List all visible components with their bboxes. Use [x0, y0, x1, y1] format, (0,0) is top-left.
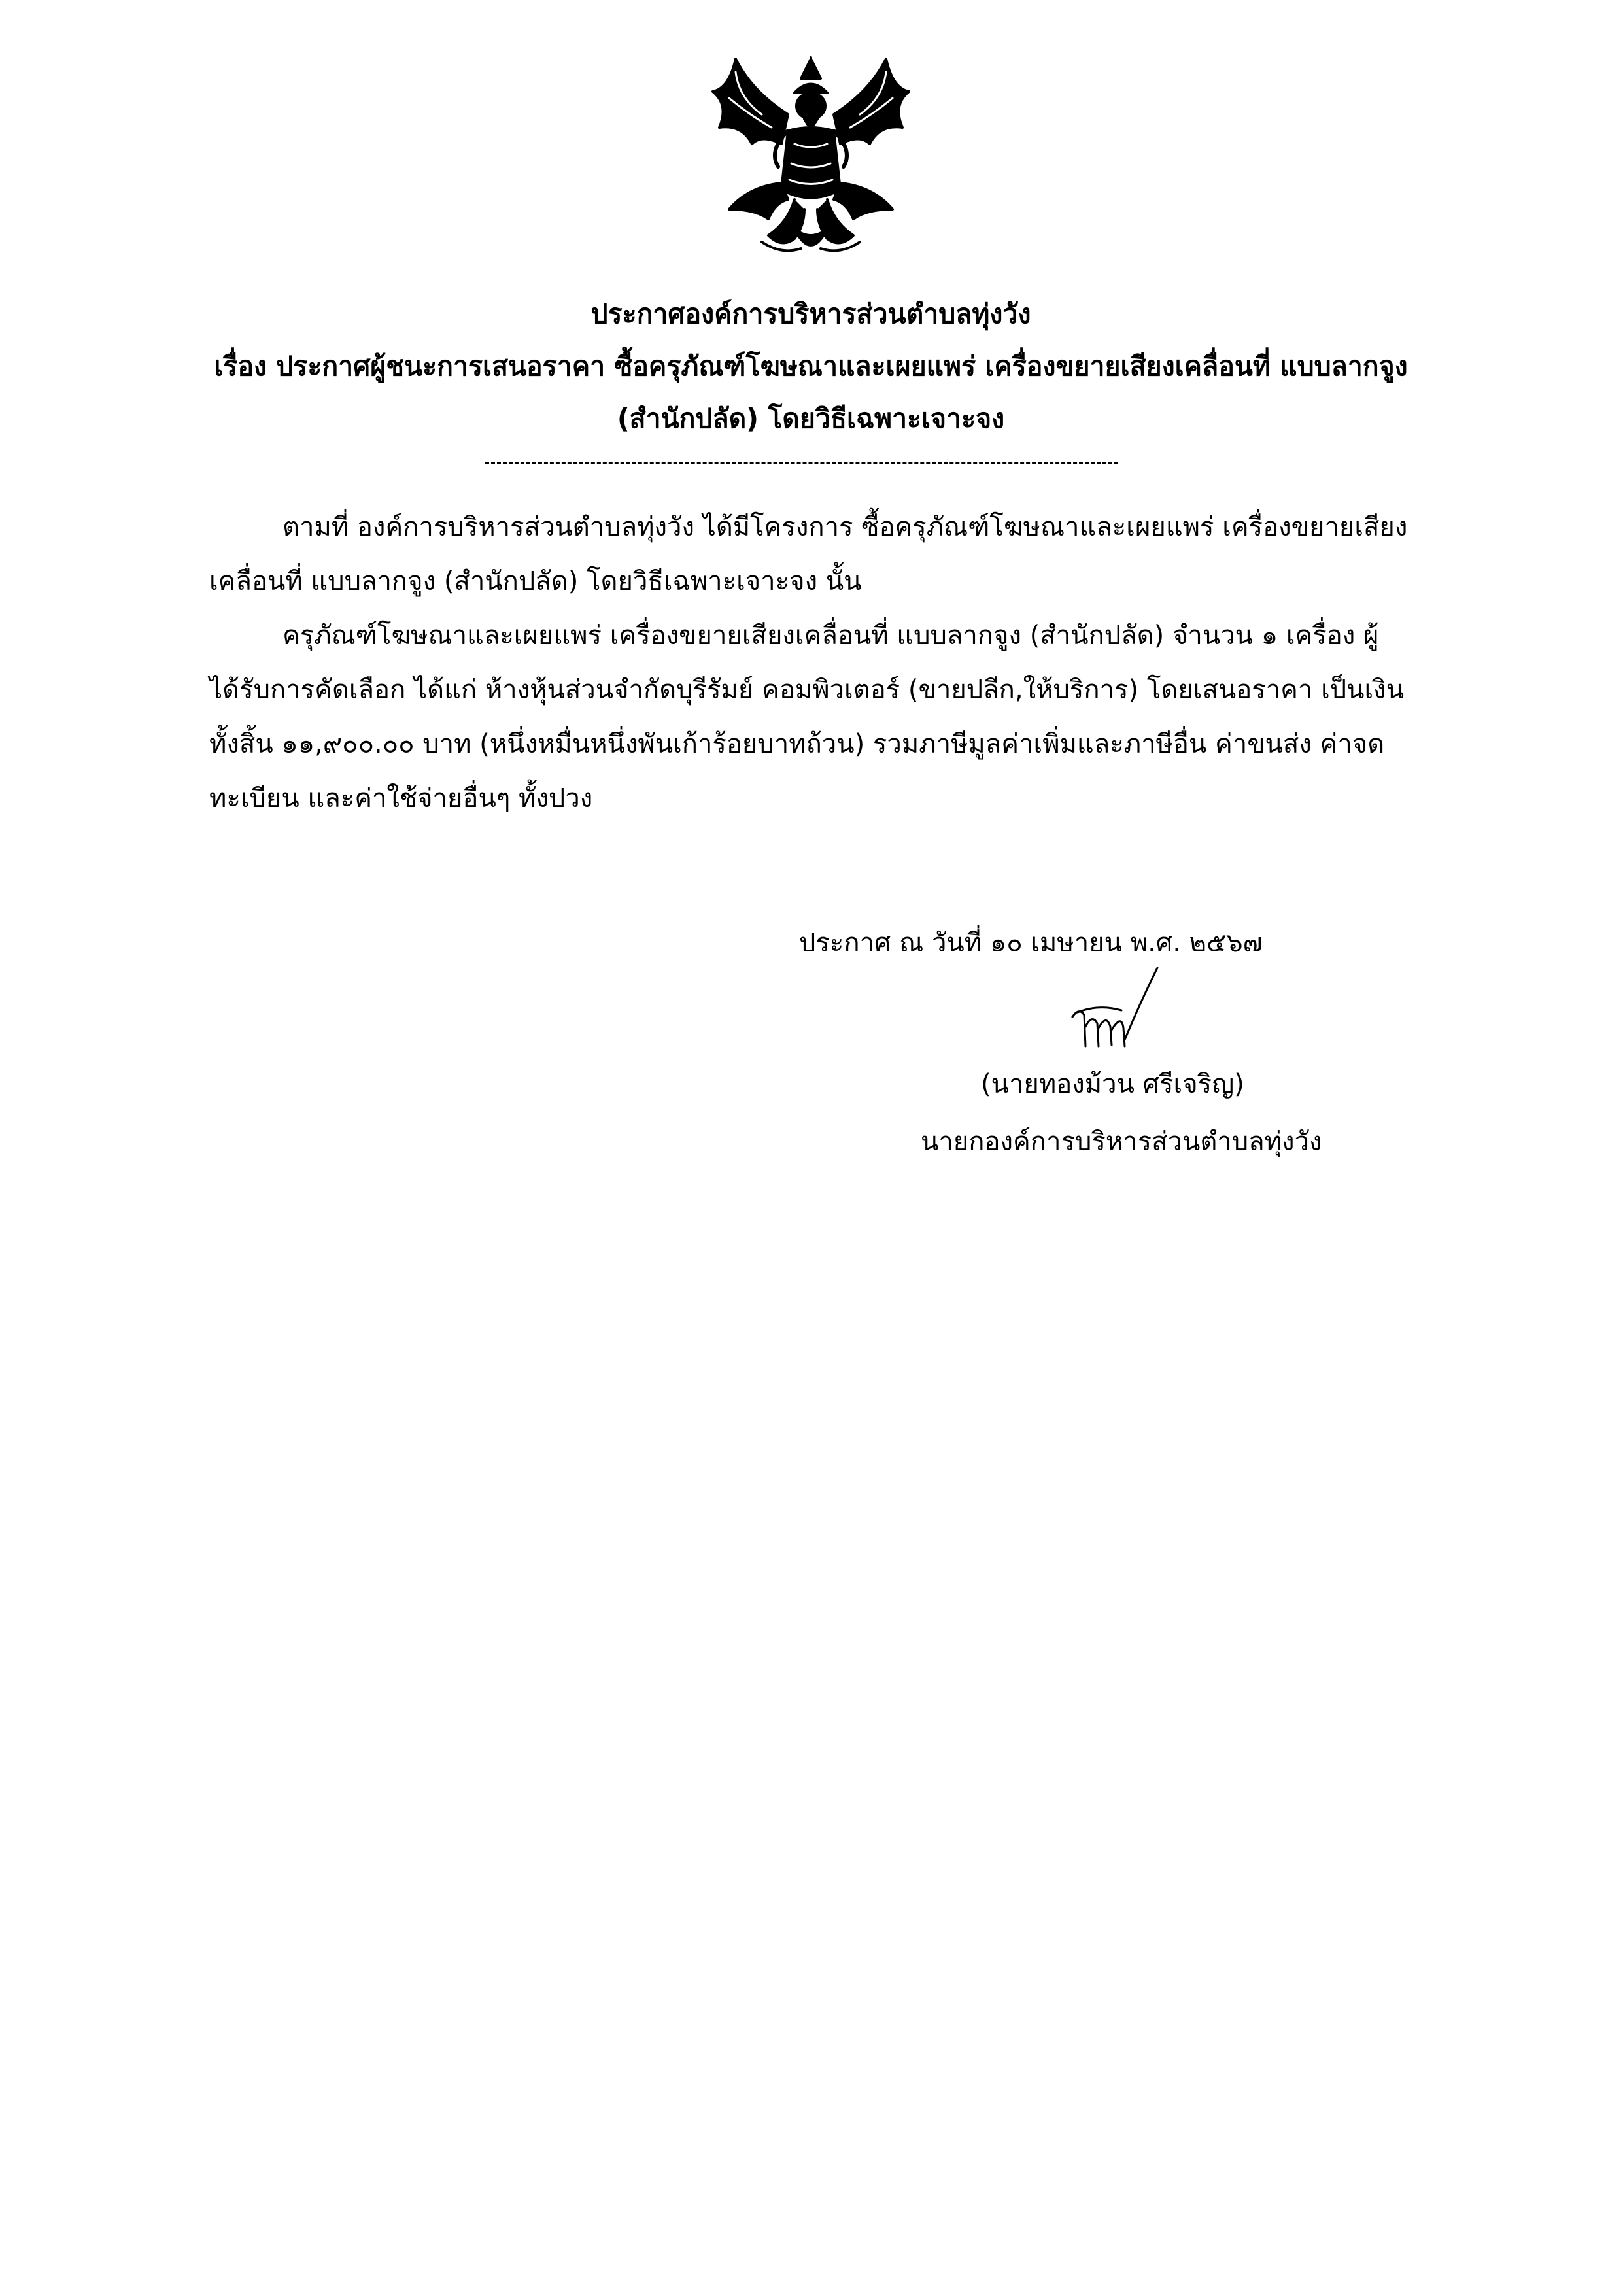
paragraph-2-line-3: ทั้งสิ้น ๑๑,๙๐๐.๐๐ บาท (หนึ่งหมื่นหนึ่งพันเก้าร้อยบาทถ้วน) รวมภาษีมูลค่าเพิ่มและภาษีอื่น ค่าขนส่ง ค่าจด: [209, 729, 1385, 759]
announcement-date: ประกาศ ณ วันที่ ๑๐ เมษายน พ.ศ. ๒๕๖๗: [799, 928, 1263, 958]
garuda-emblem-icon: [690, 52, 932, 268]
subject-line-2: [157, 399, 1465, 438]
handwritten-signature: [1059, 955, 1170, 1066]
subject-line-1-text: เรื่อง ประกาศผู้ชนะการเสนอราคา ซื้อครุภัณฑ์โฆษณาและเผยแพร่ เครื่องขยายเสียงเคลื่อนที่ แบบลากจูง: [214, 351, 1408, 382]
subject-line-1: [157, 347, 1465, 386]
document-title-text: ประกาศองค์การบริหารส่วนตำบลทุ่งวัง: [590, 298, 1031, 330]
document-title: [157, 294, 1465, 334]
signatory-name: (นายทองม้วน ศรีเจริญ): [981, 1069, 1244, 1099]
paragraph-1-line-1: ตามที่ องค์การบริหารส่วนตำบลทุ่งวัง ได้มีโครงการ ซื้อครุภัณฑ์โฆษณาและเผยแพร่ เครื่องขยายเสียง: [282, 512, 1408, 542]
paragraph-1-line-2: เคลื่อนที่ แบบลากจูง (สำนักปลัด) โดยวิธีเฉพาะเจาะจง นั้น: [209, 566, 862, 596]
title-divider: [485, 462, 1118, 464]
paragraph-2-line-1: ครุภัณฑ์โฆษณาและเผยแพร่ เครื่องขยายเสียงเคลื่อนที่ แบบลากจูง (สำนักปลัด) จำนวน ๑ เครื่อง ผู้: [282, 621, 1379, 651]
paragraph-2-line-2: ได้รับการคัดเลือก ได้แก่ ห้างหุ้นส่วนจำกัดบุรีรัมย์ คอมพิวเตอร์ (ขายปลีก,ให้บริการ) โดยเสนอราคา เป็นเงิน: [209, 675, 1405, 705]
subject-line-2-text: (สำนักปลัด) โดยวิธีเฉพาะเจาะจง: [617, 403, 1005, 434]
paragraph-2-line-4: ทะเบียน และค่าใช้จ่ายอื่นๆ ทั้งปวง: [209, 783, 593, 814]
signatory-position: นายกองค์การบริหารส่วนตำบลทุ่งวัง: [921, 1127, 1322, 1157]
